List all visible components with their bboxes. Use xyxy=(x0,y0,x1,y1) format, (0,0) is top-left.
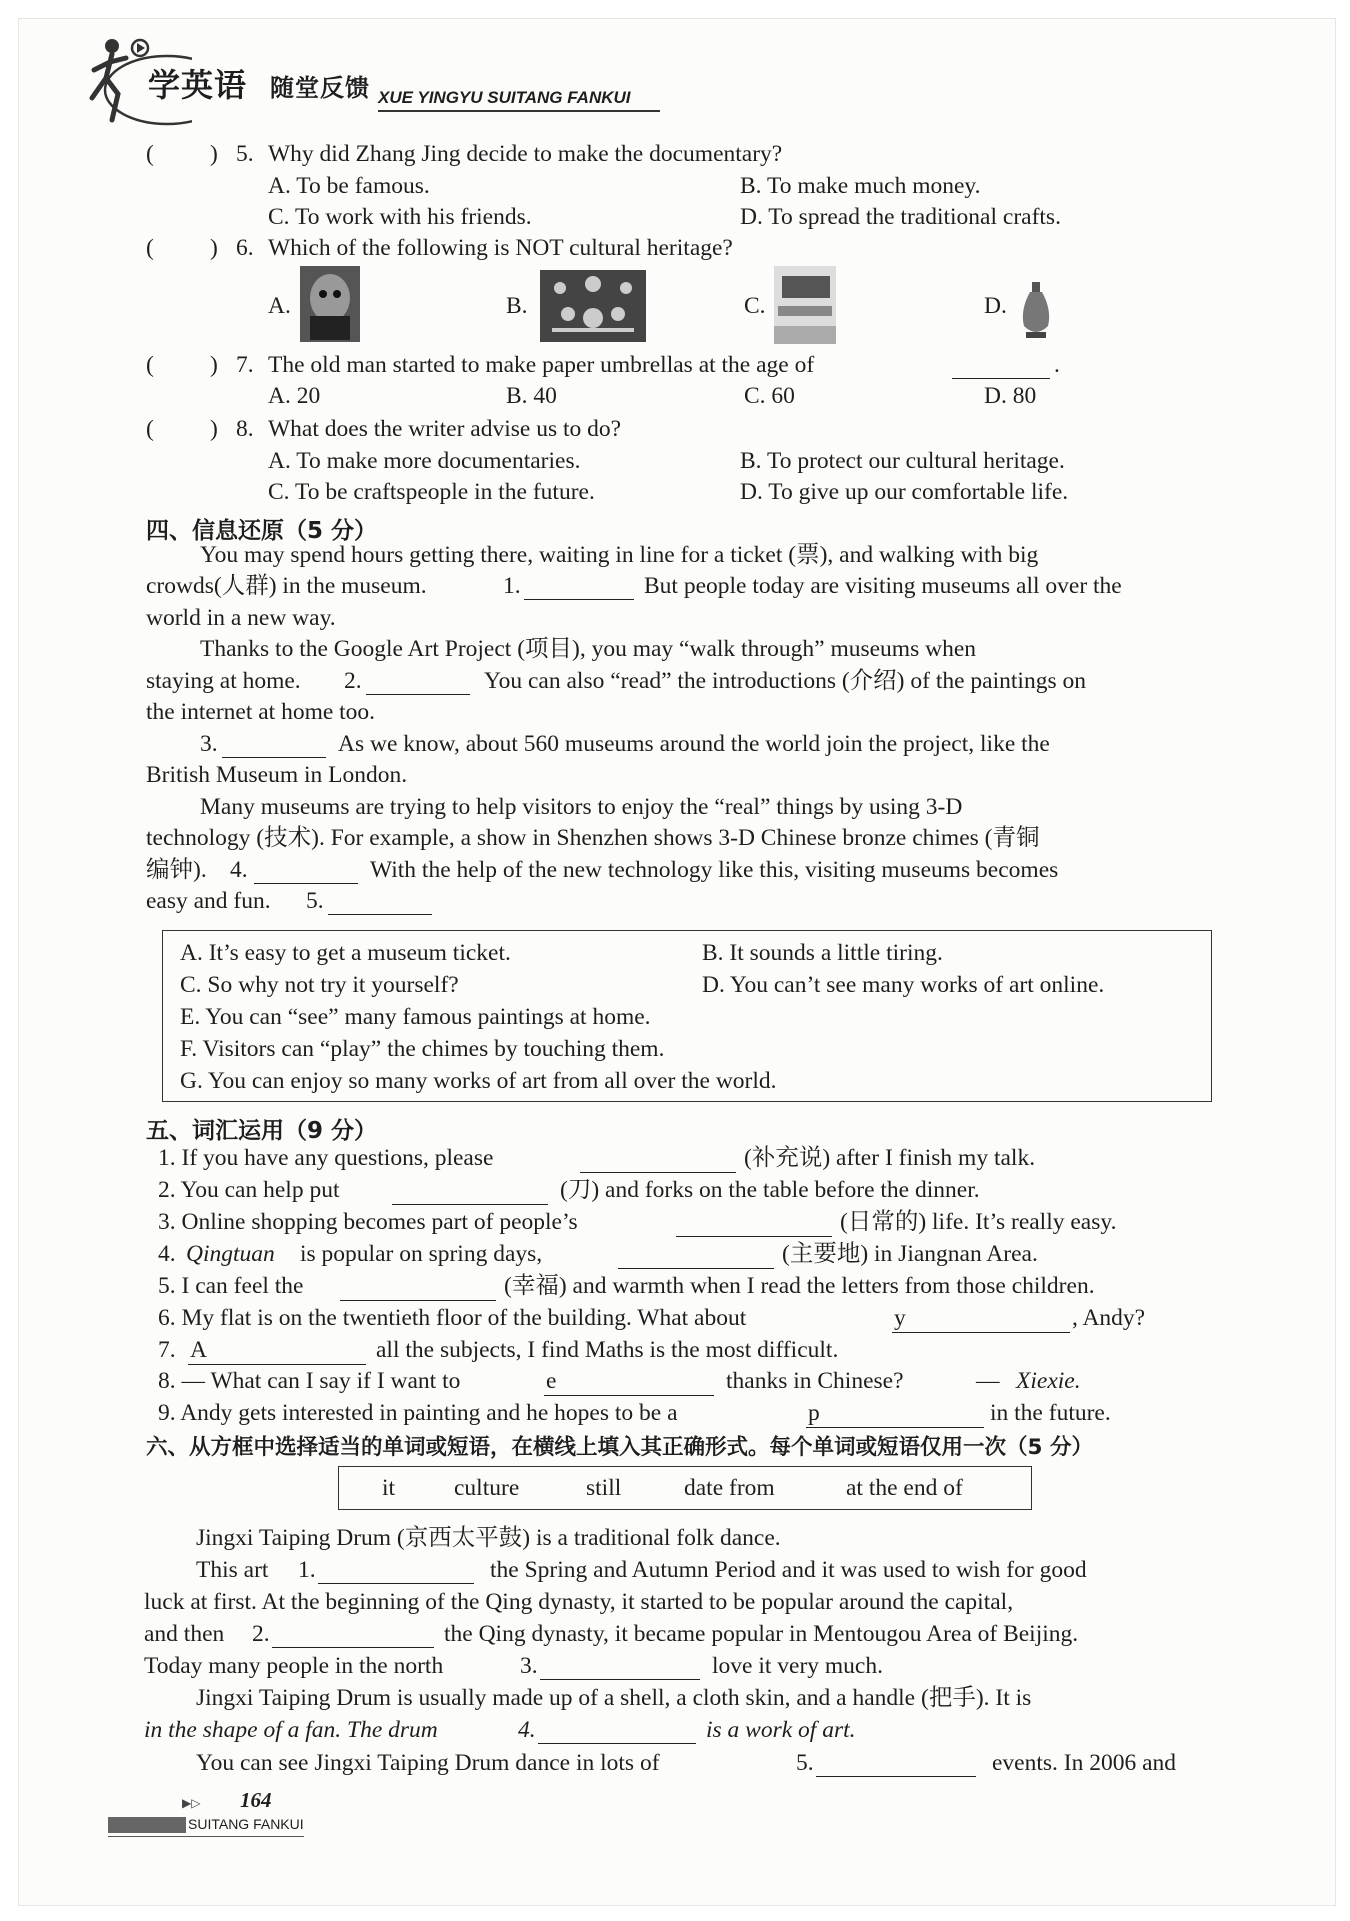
item-text: 6. My flat is on the twentieth floor of the building. What about xyxy=(158,1305,747,1331)
answer-blank[interactable] xyxy=(816,1754,976,1777)
item-italic: Qingtuan xyxy=(186,1241,275,1267)
item-number: 7. xyxy=(158,1337,176,1363)
passage-line: technology (技术). For example, a show in Shenzhen shows 3-D Chinese bronze chimes (青铜 xyxy=(146,825,1040,851)
blank-number: 3. xyxy=(520,1653,538,1679)
item-text: (补充说) after I finish my talk. xyxy=(744,1145,1036,1171)
passage-line: in the shape of a fan. The drum xyxy=(144,1717,438,1743)
answer-blank[interactable] xyxy=(676,1214,832,1237)
question-number: 8. xyxy=(236,416,254,442)
option-f: F. Visitors can “play” the chimes by touching them. xyxy=(180,1036,665,1062)
word-bank-item: date from xyxy=(684,1475,775,1501)
answer-blank[interactable] xyxy=(538,1721,696,1744)
passage-line: You can see Jingxi Taiping Drum dance in lots of xyxy=(196,1750,660,1776)
passage-line: world in a new way. xyxy=(146,605,336,631)
word-bank-item: it xyxy=(382,1475,396,1501)
blank-number: 5. xyxy=(306,888,324,914)
first-letter: A xyxy=(190,1337,207,1363)
item-text: 2. You can help put xyxy=(158,1177,340,1203)
answer-paren-open: ( xyxy=(146,352,154,378)
answer-blank[interactable] xyxy=(328,892,432,915)
blank-number: 3. xyxy=(200,731,218,757)
item-text: 1. If you have any questions, please xyxy=(158,1145,494,1171)
word-bank-item: culture xyxy=(454,1475,520,1501)
first-letter: y xyxy=(894,1305,906,1331)
item-text: , Andy? xyxy=(1072,1305,1146,1331)
header-pinyin: XUE YINGYU SUITANG FANKUI xyxy=(378,88,631,107)
option-b: B. 40 xyxy=(506,383,557,409)
passage-line: and then xyxy=(144,1621,225,1647)
passage-line: You may spend hours getting there, waiting in line for a ticket (票), and walking with big xyxy=(200,542,1039,568)
header-subtitle: 随堂反馈 xyxy=(270,74,370,102)
item-text: (刀) and forks on the table before the dinner. xyxy=(560,1177,980,1203)
blank-number: 2. xyxy=(344,668,362,694)
section-heading: 五、词汇运用（9 分） xyxy=(146,1118,378,1144)
answer-blank[interactable] xyxy=(618,1246,774,1269)
arrow-icon: ▶▷ xyxy=(182,1796,201,1810)
blank-number: 4. xyxy=(230,857,248,883)
option-b: B. It sounds a little tiring. xyxy=(702,940,943,966)
item-text: thanks in Chinese? xyxy=(726,1368,904,1394)
item-text: (日常的) life. It’s really easy. xyxy=(840,1209,1117,1235)
item-text: 9. Andy gets interested in painting and he hopes to be a xyxy=(158,1400,678,1426)
answer-paren-close: ) xyxy=(210,141,218,167)
answer-blank[interactable] xyxy=(254,861,358,884)
answer-blank[interactable] xyxy=(524,577,634,600)
passage-line: events. In 2006 and xyxy=(992,1750,1177,1776)
item-number: 4. xyxy=(158,1241,176,1267)
option-d: D. To give up our comfortable life. xyxy=(740,479,1069,505)
question-text: What does the writer advise us to do? xyxy=(268,416,622,442)
option-d: D. To spread the traditional crafts. xyxy=(740,204,1061,230)
passage-line: But people today are visiting museums all over the xyxy=(644,573,1122,599)
option-c: C. To work with his friends. xyxy=(268,204,532,230)
item-text: 3. Online shopping becomes part of people’s xyxy=(158,1209,578,1235)
passage-line: easy and fun. xyxy=(146,888,271,914)
passage-line: Thanks to the Google Art Project (项目), you may “walk through” museums when xyxy=(200,636,977,662)
question-number: 5. xyxy=(236,141,254,167)
option-a: A. To make more documentaries. xyxy=(268,448,581,474)
question-text: Why did Zhang Jing decide to make the documentary? xyxy=(268,141,783,167)
section-heading: 六、从方框中选择适当的单词或短语，在横线上填入其正确形式。每个单词或短语仅用一次（5 分） xyxy=(146,1435,1093,1460)
answer-paren-open: ( xyxy=(146,141,154,167)
footer-rule xyxy=(108,1836,304,1837)
passage-line: crowds(人群) in the museum. xyxy=(146,573,427,599)
passage-line: Jingxi Taiping Drum is usually made up of a shell, a cloth skin, and a handle (把手). It is xyxy=(196,1685,1032,1711)
answer-blank[interactable] xyxy=(188,1342,366,1365)
header-title: 学英语 xyxy=(148,66,248,104)
passage-line: You can also “read” the introductions (介绍) of the paintings on xyxy=(484,668,1086,694)
passage-line: the Spring and Autumn Period and it was used to wish for good xyxy=(490,1557,1087,1583)
footer-logo-bar xyxy=(108,1817,186,1833)
section-heading: 四、信息还原（5 分） xyxy=(146,518,378,544)
option-a: A. xyxy=(268,293,291,319)
answer-blank[interactable] xyxy=(892,1310,1070,1333)
page-number: 164 xyxy=(240,1788,272,1812)
item-text: 8. — What can I say if I want to xyxy=(158,1368,461,1394)
option-c: C. 60 xyxy=(744,383,795,409)
item-text: all the subjects, I find Maths is the most difficult. xyxy=(376,1337,839,1363)
blank-number: 1. xyxy=(503,573,521,599)
option-b: B. To protect our cultural heritage. xyxy=(740,448,1065,474)
answer-blank[interactable] xyxy=(222,735,326,758)
passage-line: 编钟). xyxy=(146,857,207,883)
question-text: The old man started to make paper umbrellas at the age of xyxy=(268,352,815,378)
answer-blank[interactable] xyxy=(318,1561,474,1584)
period: . xyxy=(1054,352,1060,378)
item-text: (主要地) in Jiangnan Area. xyxy=(782,1241,1038,1267)
item-text: (幸福) and warmth when I read the letters from those children. xyxy=(504,1273,1095,1299)
passage-line: the Qing dynasty, it became popular in Mentougou Area of Beijing. xyxy=(444,1621,1079,1647)
option-a: A. To be famous. xyxy=(268,173,430,199)
passage-line: This art xyxy=(196,1557,269,1583)
option-d: D. xyxy=(984,293,1007,319)
answer-paren-open: ( xyxy=(146,416,154,442)
skyscraper-image xyxy=(774,266,836,344)
answer-blank[interactable] xyxy=(544,1373,714,1396)
word-bank-item: still xyxy=(586,1475,622,1501)
option-a: A. 20 xyxy=(268,383,321,409)
dash: — xyxy=(976,1368,1000,1394)
item-text: in the future. xyxy=(990,1400,1111,1426)
item-italic: Xiexie. xyxy=(1016,1368,1081,1394)
answer-blank[interactable] xyxy=(340,1278,496,1301)
question-number: 6. xyxy=(236,235,254,261)
passage-line: As we know, about 560 museums around the world join the project, like the xyxy=(338,731,1050,757)
header-rule xyxy=(378,110,660,112)
item-text: is popular on spring days, xyxy=(300,1241,543,1267)
footer-label: SUITANG FANKUI xyxy=(188,1816,304,1832)
option-b: B. To make much money. xyxy=(740,173,981,199)
passage-line: Today many people in the north xyxy=(144,1653,444,1679)
passage-line: Jingxi Taiping Drum (京西太平鼓) is a traditional folk dance. xyxy=(196,1525,781,1551)
answer-paren-close: ) xyxy=(210,352,218,378)
option-c: C. So why not try it yourself? xyxy=(180,972,459,998)
blank-number: 1. xyxy=(298,1557,316,1583)
option-c: C. xyxy=(744,293,766,319)
paper-cut-image xyxy=(538,268,648,344)
passage-line: British Museum in London. xyxy=(146,762,408,788)
first-letter: p xyxy=(808,1400,820,1426)
word-bank-item: at the end of xyxy=(846,1475,963,1501)
opera-mask-image xyxy=(298,264,362,344)
passage-line: love it very much. xyxy=(712,1653,883,1679)
passage-line: staying at home. xyxy=(146,668,301,694)
passage-line: is a work of art. xyxy=(706,1717,856,1743)
answer-blank[interactable] xyxy=(952,356,1050,379)
passage-line: luck at first. At the beginning of the Qing dynasty, it started to be popular around the capital, xyxy=(144,1589,1014,1615)
porcelain-vase-image xyxy=(1016,280,1056,340)
answer-blank[interactable] xyxy=(272,1625,434,1648)
passage-line: With the help of the new technology like this, visiting museums becomes xyxy=(370,857,1059,883)
option-e: E. You can “see” many famous paintings at home. xyxy=(180,1004,651,1030)
option-b: B. xyxy=(506,293,528,319)
answer-blank[interactable] xyxy=(540,1657,700,1680)
option-c: C. To be craftspeople in the future. xyxy=(268,479,595,505)
blank-number: 2. xyxy=(252,1621,270,1647)
answer-blank[interactable] xyxy=(392,1182,548,1205)
answer-blank[interactable] xyxy=(806,1405,984,1428)
passage-line: Many museums are trying to help visitors to enjoy the “real” things by using 3-D xyxy=(200,794,963,820)
option-d: D. 80 xyxy=(984,383,1037,409)
answer-blank[interactable] xyxy=(366,672,470,695)
blank-number: 4. xyxy=(518,1717,536,1743)
first-letter: e xyxy=(546,1368,557,1394)
option-a: A. It’s easy to get a museum ticket. xyxy=(180,940,511,966)
item-text: 5. I can feel the xyxy=(158,1273,304,1299)
answer-paren-close: ) xyxy=(210,235,218,261)
answer-blank[interactable] xyxy=(580,1150,736,1173)
answer-paren-open: ( xyxy=(146,235,154,261)
passage-line: the internet at home too. xyxy=(146,699,376,725)
option-g: G. You can enjoy so many works of art from all over the world. xyxy=(180,1068,777,1094)
question-number: 7. xyxy=(236,352,254,378)
option-d: D. You can’t see many works of art online. xyxy=(702,972,1105,998)
answer-paren-close: ) xyxy=(210,416,218,442)
question-text: Which of the following is NOT cultural heritage? xyxy=(268,235,733,261)
blank-number: 5. xyxy=(796,1750,814,1776)
